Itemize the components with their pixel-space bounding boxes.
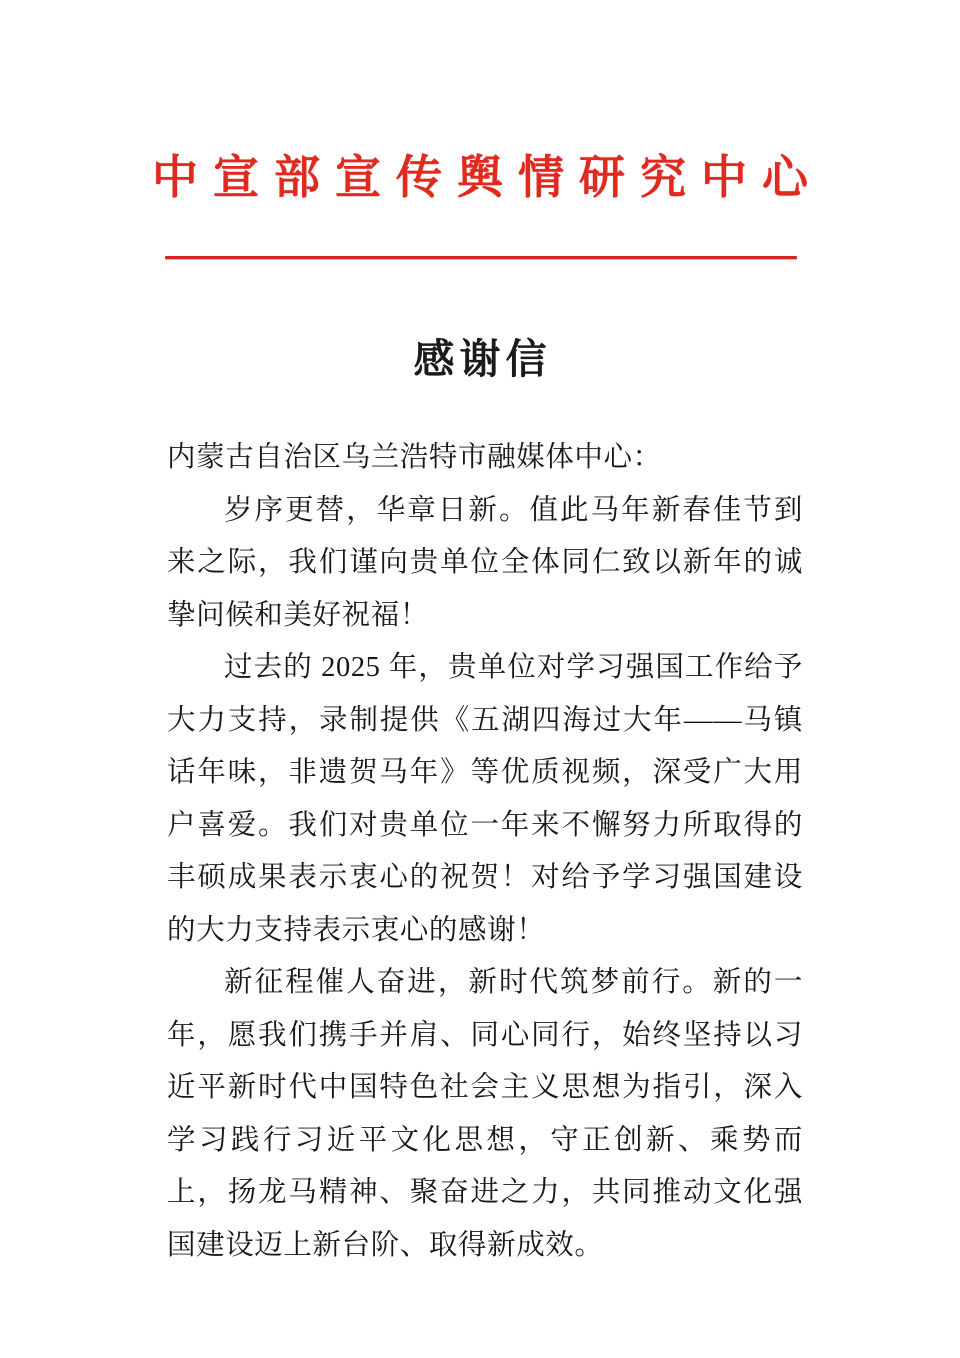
letterhead [0,152,960,205]
page-title: 感谢信 [413,336,552,382]
letter-paragraph-2: 过去的 2025 年，贵单位对学习强国工作给予大力支持，录制提供《五湖四海过大年——马镇话年味，非遗贺马年》等优质视频，深受广大用户喜爱。我们对贵单位一年来不懈努力所取得的丰硕成果表示衷心的祝贺！对给予学习强国建设的大力支持表示衷心的感谢！ [167,652,803,946]
letter-paragraph-3: 新征程催人奋进，新时代筑梦前行。新的一年，愿我们携手并肩、同心同行，始终坚持以习近平新时代中国特色社会主义思想为指引，深入学习践行习近平文化思想，守正创新、乘势而上，扬龙马精神、聚奋进之力，共同推动文化强国建设迈上新台阶、取得新成效。 [167,967,803,1261]
letterhead-organization-title: 中宣部宣传舆情研究中心 [152,152,823,203]
letterhead-red-rule [165,256,797,259]
letter-paragraph-1: 岁序更替，华章日新。值此马年新春佳节到来之际，我们谨向贵单位全体同仁致以新年的诚挚问候和美好祝福！ [167,494,803,631]
letter-salutation: 内蒙古自治区乌兰浩特市融媒体中心： [167,442,662,473]
letter-body [167,432,803,1272]
